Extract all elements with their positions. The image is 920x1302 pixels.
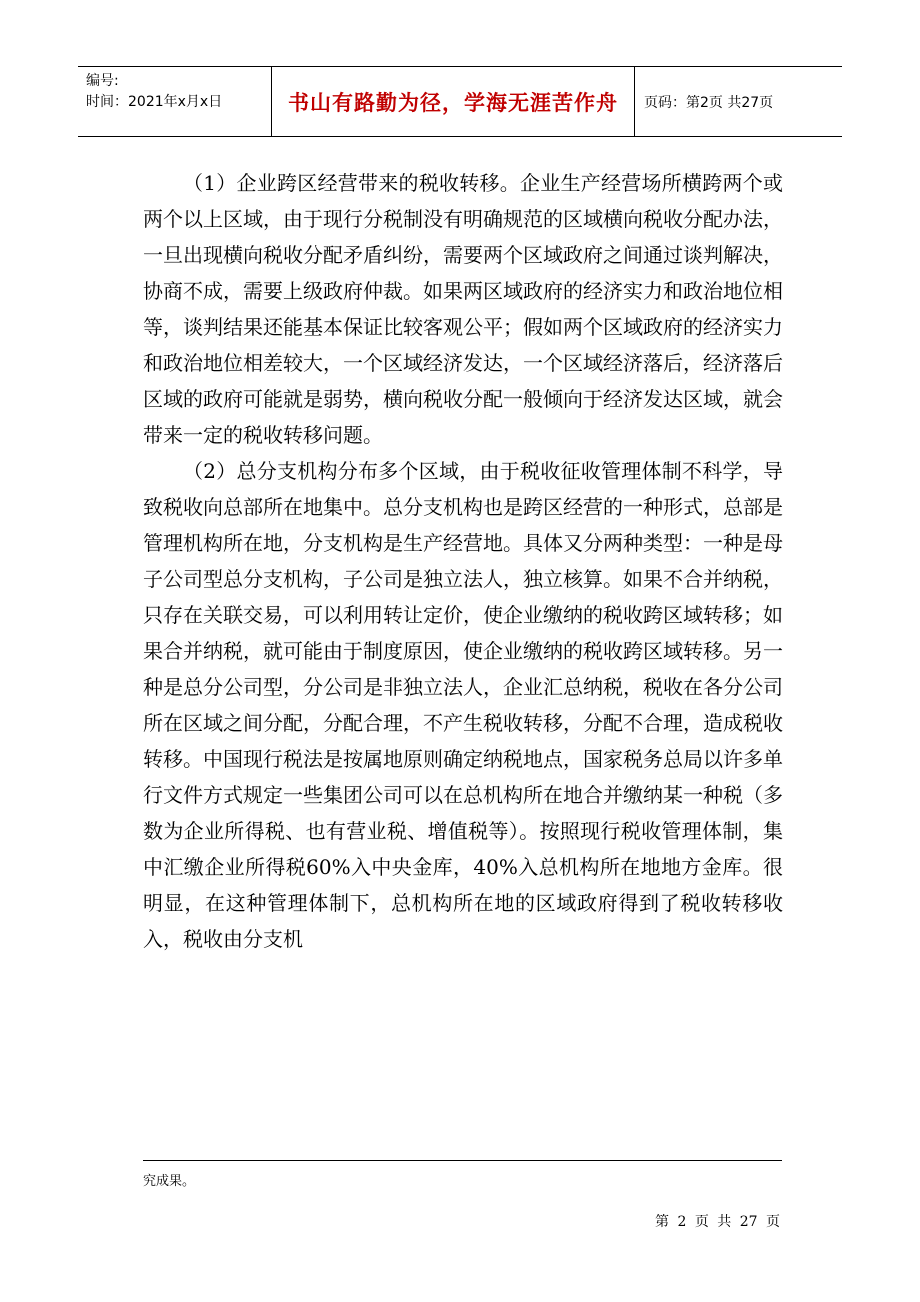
footnote-text: 究成果。	[143, 1174, 196, 1189]
header-motto: 书山有路勤为径，学海无涯苦作舟	[272, 67, 635, 136]
document-body	[143, 165, 783, 957]
page-number-footer: 第 2 页 共 27 页	[655, 1214, 780, 1230]
header-left-cell	[78, 67, 272, 136]
paragraph-1: （1）企业跨区经营带来的税收转移。企业生产经营场所横跨两个或两个以上区域，由于现行分税制没有明确规范的区域横向税收分配办法，一旦出现横向税收分配矛盾纠纷，需要两个区域政府之间通过谈判解决，协商不成，需要上级政府仲裁。如果两区域政府的经济实力和政治地位相等，谈判结果还能基本保证比较客观公平；假如两个区域政府的经济实力和政治地位相差较大，一个区域经济发达，一个区域经济落后，经济落后区域的政府可能就是弱势，横向税收分配一般倾向于经济发达区域，就会带来一定的税收转移问题。	[143, 171, 783, 447]
page-code: 页码：第2页 共27页	[644, 95, 774, 111]
footnote-divider	[143, 1160, 782, 1161]
document-header	[78, 66, 842, 137]
date-line: 时间：2021年x月x日	[86, 94, 223, 110]
header-right-cell	[635, 67, 842, 136]
paragraph-2: （2）总分支机构分布多个区域，由于税收征收管理体制不科学，导致税收向总部所在地集中。总分支机构也是跨区经营的一种形式，总部是管理机构所在地，分支机构是生产经营地。具体又分两种类型：一种是母子公司型总分支机构，子公司是独立法人，独立核算。如果不合并纳税，只存在关联交易，可以利用转让定价，使企业缴纳的税收跨区域转移；如果合并纳税，就可能由于制度原因，使企业缴纳的税收跨区域转移。另一种是总分公司型，分公司是非独立法人，企业汇总纳税，税收在各分公司所在区域之间分配，分配合理，不产生税收转移，分配不合理，造成税收转移。中国现行税法是按属地原则确定纳税地点，国家税务总局以许多单行文件方式规定一些集团公司可以在总机构所在地合并缴纳某一种税（多数为企业所得税、也有营业税、增值税等）。按照现行税收管理体制，集中汇缴企业所得税60%入中央金库，40%入总机构所在地地方金库。很明显，在这种管理体制下，总机构所在地的区域政府得到了税收转移收入，税收由分支机	[143, 459, 783, 951]
number-label: 编号:	[86, 73, 119, 89]
